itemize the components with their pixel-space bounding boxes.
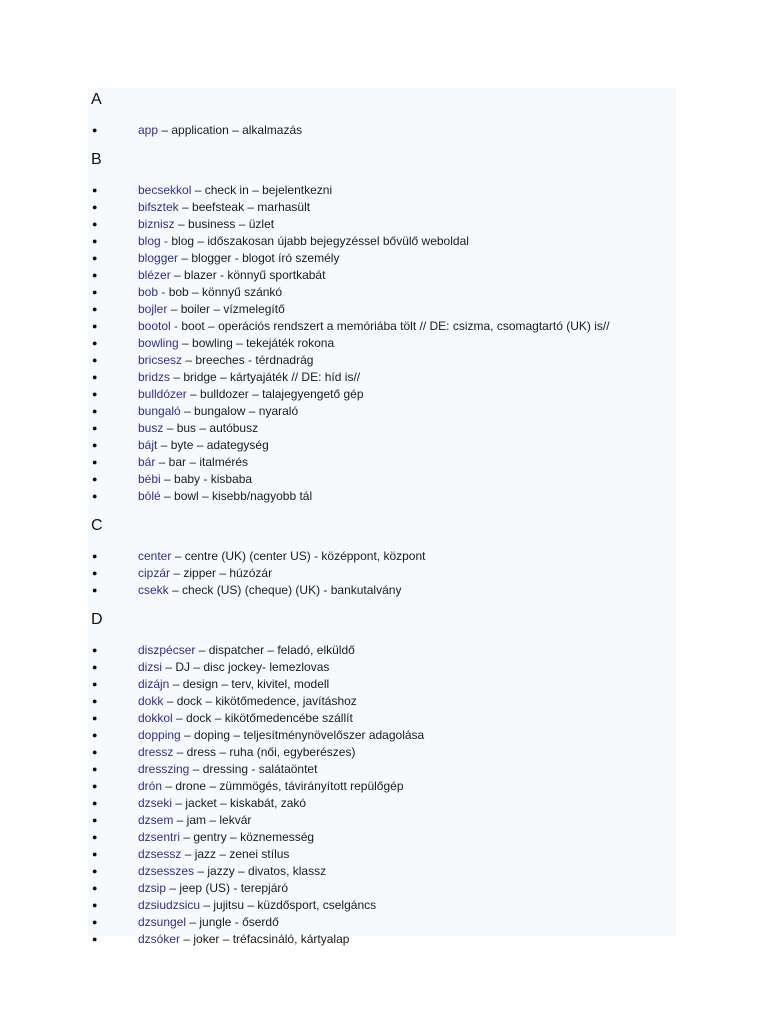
heading-spacer bbox=[88, 630, 676, 642]
entry-text bbox=[138, 420, 258, 437]
entry-term: dzsesszes bbox=[138, 864, 195, 878]
entry-term: blogger bbox=[138, 251, 179, 265]
entry-term: dokkol bbox=[138, 711, 173, 725]
list-item bbox=[88, 642, 676, 659]
entry-term: dzsessz bbox=[138, 847, 182, 861]
entry-text bbox=[138, 233, 469, 250]
entry-definition: – bar – italmérés bbox=[155, 455, 249, 469]
bullet-icon: ● bbox=[92, 389, 98, 399]
entry-text bbox=[138, 284, 282, 301]
list-item bbox=[88, 761, 676, 778]
list-item bbox=[88, 676, 676, 693]
bullet-icon: ● bbox=[92, 457, 98, 467]
section-letter-heading: D bbox=[91, 611, 103, 628]
entry-definition: – design – terv, kivitel, modell bbox=[169, 677, 330, 691]
bullet-icon: ● bbox=[92, 236, 98, 246]
bullet-icon: ● bbox=[92, 287, 98, 297]
bullet-icon: ● bbox=[92, 585, 98, 595]
bullet-icon: ● bbox=[92, 253, 98, 263]
entry-text bbox=[138, 403, 298, 420]
list-item bbox=[88, 548, 676, 565]
bullet-icon: ● bbox=[92, 730, 98, 740]
entry-definition: – blogger - blogot író személy bbox=[178, 251, 340, 265]
section-gap bbox=[88, 948, 676, 957]
entry-definition: – zipper – húzózár bbox=[170, 566, 273, 580]
entry-definition: – bulldozer – talajegyengető gép bbox=[186, 387, 364, 401]
entry-definition: – gentry – köznemesség bbox=[180, 830, 315, 844]
list-item bbox=[88, 369, 676, 386]
entry-term: dzsóker bbox=[138, 932, 181, 946]
list-item bbox=[88, 250, 676, 267]
entry-definition: – drone – zümmögés, távirányított repülőgép bbox=[162, 779, 404, 793]
entry-list bbox=[88, 642, 676, 948]
bullet-icon: ● bbox=[92, 185, 98, 195]
entry-term: dizájn bbox=[138, 677, 170, 691]
entry-text bbox=[138, 369, 360, 386]
entry-definition: – joker – tréfacsináló, kártyalap bbox=[180, 932, 350, 946]
entry-text bbox=[138, 301, 285, 318]
entry-term: bár bbox=[138, 455, 156, 469]
entry-term: bungaló bbox=[138, 404, 181, 418]
entry-term: diszpécser bbox=[138, 643, 196, 657]
bullet-icon: ● bbox=[92, 917, 98, 927]
entry-text bbox=[138, 216, 274, 233]
bullet-icon: ● bbox=[92, 747, 98, 757]
entry-text bbox=[138, 318, 610, 335]
list-item bbox=[88, 335, 676, 352]
bullet-icon: ● bbox=[92, 551, 98, 561]
entry-term: drón bbox=[138, 779, 163, 793]
entry-term: dzsip bbox=[138, 881, 167, 895]
bullet-icon: ● bbox=[92, 781, 98, 791]
entry-list bbox=[88, 122, 676, 139]
entry-term: bájt bbox=[138, 438, 158, 452]
entry-definition: – byte – adategység bbox=[157, 438, 269, 452]
list-item bbox=[88, 233, 676, 250]
list-item bbox=[88, 182, 676, 199]
list-item bbox=[88, 403, 676, 420]
section-d bbox=[88, 610, 676, 957]
entry-text bbox=[138, 931, 349, 948]
entry-text bbox=[138, 335, 334, 352]
entry-term: bólé bbox=[138, 489, 161, 503]
entry-text bbox=[138, 693, 357, 710]
list-item bbox=[88, 284, 676, 301]
entry-definition: – breeches - térdnadrág bbox=[182, 353, 314, 367]
list-item bbox=[88, 352, 676, 369]
bullet-icon: ● bbox=[92, 696, 98, 706]
bullet-icon: ● bbox=[92, 832, 98, 842]
entry-list bbox=[88, 182, 676, 505]
entry-definition: – bungalow – nyaraló bbox=[180, 404, 299, 418]
list-item bbox=[88, 267, 676, 284]
list-item bbox=[88, 471, 676, 488]
section-letter-heading: B bbox=[91, 151, 102, 168]
entry-text bbox=[138, 182, 332, 199]
heading-spacer bbox=[88, 170, 676, 182]
entry-definition: – check in – bejelentkezni bbox=[191, 183, 333, 197]
entry-text bbox=[138, 659, 329, 676]
bullet-icon: ● bbox=[92, 202, 98, 212]
list-item bbox=[88, 778, 676, 795]
entry-text bbox=[138, 548, 425, 565]
bullet-icon: ● bbox=[92, 662, 98, 672]
entry-term: bob - bbox=[138, 285, 166, 299]
entry-term: dizsi bbox=[138, 660, 163, 674]
entry-text bbox=[138, 267, 325, 284]
list-item bbox=[88, 744, 676, 761]
bullet-icon: ● bbox=[92, 764, 98, 774]
entry-term: dzseki bbox=[138, 796, 173, 810]
entry-definition: – jam – lekvár bbox=[173, 813, 252, 827]
list-item bbox=[88, 863, 676, 880]
bullet-icon: ● bbox=[92, 338, 98, 348]
entry-definition: – bowl – kisebb/nagyobb tál bbox=[160, 489, 313, 503]
bullet-icon: ● bbox=[92, 125, 98, 135]
entry-definition: – jazz – zenei stílus bbox=[181, 847, 290, 861]
section-gap bbox=[88, 139, 676, 148]
entry-definition: – jacket – kiskabát, zakó bbox=[172, 796, 307, 810]
entry-term: blog - bbox=[138, 234, 169, 248]
list-item bbox=[88, 488, 676, 505]
bullet-icon: ● bbox=[92, 491, 98, 501]
heading-spacer bbox=[88, 110, 676, 122]
bullet-icon: ● bbox=[92, 568, 98, 578]
entry-text bbox=[138, 642, 355, 659]
entry-definition: – bus – autóbusz bbox=[163, 421, 259, 435]
section-letter-heading: C bbox=[91, 517, 103, 534]
list-item bbox=[88, 829, 676, 846]
bullet-icon: ● bbox=[92, 713, 98, 723]
list-item bbox=[88, 216, 676, 233]
entry-definition: bob – könnyű szánkó bbox=[165, 285, 283, 299]
entry-text bbox=[138, 897, 376, 914]
entry-text bbox=[138, 565, 272, 582]
list-item bbox=[88, 846, 676, 863]
entry-list bbox=[88, 548, 676, 599]
entry-text bbox=[138, 250, 339, 267]
entry-term: dzsungel bbox=[138, 915, 187, 929]
bullet-icon: ● bbox=[92, 883, 98, 893]
entry-definition: – blazer - könnyű sportkabát bbox=[170, 268, 326, 282]
list-item bbox=[88, 659, 676, 676]
entry-term: dokk bbox=[138, 694, 164, 708]
list-item bbox=[88, 454, 676, 471]
entry-definition: – jeep (US) - terepjáró bbox=[166, 881, 289, 895]
list-item bbox=[88, 812, 676, 829]
entry-definition: – dispatcher – feladó, elküldő bbox=[195, 643, 355, 657]
entry-definition: – jujitsu – küzdősport, cselgáncs bbox=[200, 898, 377, 912]
list-item bbox=[88, 318, 676, 335]
list-item bbox=[88, 301, 676, 318]
bullet-icon: ● bbox=[92, 866, 98, 876]
entry-term: dopping bbox=[138, 728, 181, 742]
entry-text bbox=[138, 727, 424, 744]
entry-term: cipzár bbox=[138, 566, 171, 580]
list-item bbox=[88, 710, 676, 727]
entry-term: center bbox=[138, 549, 172, 563]
heading-spacer bbox=[88, 536, 676, 548]
bullet-icon: ● bbox=[92, 815, 98, 825]
entry-text bbox=[138, 352, 313, 369]
entry-term: bowling bbox=[138, 336, 179, 350]
bullet-icon: ● bbox=[92, 219, 98, 229]
entry-term: dresszing bbox=[138, 762, 190, 776]
bullet-icon: ● bbox=[92, 934, 98, 944]
section-c bbox=[88, 516, 676, 608]
bullet-icon: ● bbox=[92, 849, 98, 859]
section-a bbox=[88, 90, 676, 148]
bullet-icon: ● bbox=[92, 798, 98, 808]
section-b bbox=[88, 150, 676, 514]
bullet-icon: ● bbox=[92, 304, 98, 314]
list-item bbox=[88, 122, 676, 139]
entry-definition: boot – operációs rendszert a memóriába tölt // DE: csizma, csomagtartó (UK) is// bbox=[178, 319, 610, 333]
entry-text bbox=[138, 676, 329, 693]
list-item bbox=[88, 795, 676, 812]
entry-text bbox=[138, 199, 310, 216]
entry-definition: – boiler – vízmelegítő bbox=[167, 302, 285, 316]
bullet-icon: ● bbox=[92, 679, 98, 689]
bullet-icon: ● bbox=[92, 355, 98, 365]
entry-definition: – check (US) (cheque) (UK) - bankutalvány bbox=[168, 583, 402, 597]
entry-term: bulldózer bbox=[138, 387, 187, 401]
entry-term: bifsztek bbox=[138, 200, 179, 214]
entry-text bbox=[138, 488, 312, 505]
bullet-icon: ● bbox=[92, 270, 98, 280]
entry-text bbox=[138, 795, 306, 812]
bullet-icon: ● bbox=[92, 900, 98, 910]
list-item bbox=[88, 437, 676, 454]
section-gap bbox=[88, 599, 676, 608]
entry-term: becsekkol bbox=[138, 183, 192, 197]
entry-term: bridzs bbox=[138, 370, 171, 384]
list-item bbox=[88, 931, 676, 948]
bullet-icon: ● bbox=[92, 372, 98, 382]
section-letter-heading: A bbox=[91, 91, 102, 108]
entry-text bbox=[138, 386, 364, 403]
bullet-icon: ● bbox=[92, 406, 98, 416]
entry-definition: – bowling – tekejáték rokona bbox=[178, 336, 335, 350]
entry-definition: blog – időszakosan újabb bejegyzéssel bővülő weboldal bbox=[168, 234, 469, 248]
entry-definition: – dress – ruha (női, egyberészes) bbox=[173, 745, 356, 759]
entry-text bbox=[138, 829, 314, 846]
list-item bbox=[88, 582, 676, 599]
entry-text bbox=[138, 710, 353, 727]
entry-text bbox=[138, 812, 251, 829]
entry-text bbox=[138, 122, 302, 139]
entry-text bbox=[138, 454, 248, 471]
entry-text bbox=[138, 880, 288, 897]
entry-term: bootol - bbox=[138, 319, 179, 333]
entry-term: bojler bbox=[138, 302, 168, 316]
entry-definition: – dock – kikötőmedencébe szállít bbox=[172, 711, 353, 725]
entry-term: bébi bbox=[138, 472, 161, 486]
entry-definition: – jungle - őserdő bbox=[186, 915, 279, 929]
list-item bbox=[88, 693, 676, 710]
entry-term: csekk bbox=[138, 583, 169, 597]
list-item bbox=[88, 897, 676, 914]
entry-definition: – jazzy – divatos, klassz bbox=[194, 864, 327, 878]
entry-definition: – business – üzlet bbox=[174, 217, 275, 231]
entry-definition: – centre (UK) (center US) - középpont, központ bbox=[171, 549, 426, 563]
dictionary-document bbox=[88, 88, 676, 946]
entry-definition: – application – alkalmazás bbox=[158, 123, 303, 137]
list-item bbox=[88, 420, 676, 437]
entry-text bbox=[138, 846, 289, 863]
entry-text bbox=[138, 778, 404, 795]
bullet-icon: ● bbox=[92, 474, 98, 484]
list-item bbox=[88, 880, 676, 897]
entry-term: dzsiudzsicu bbox=[138, 898, 201, 912]
entry-definition: – baby - kisbaba bbox=[160, 472, 253, 486]
entry-term: biznisz bbox=[138, 217, 175, 231]
entry-term: app bbox=[138, 123, 159, 137]
bullet-icon: ● bbox=[92, 440, 98, 450]
entry-text bbox=[138, 744, 355, 761]
entry-text bbox=[138, 437, 269, 454]
list-item bbox=[88, 565, 676, 582]
bullet-icon: ● bbox=[92, 645, 98, 655]
entry-term: dzsentri bbox=[138, 830, 181, 844]
entry-text bbox=[138, 914, 279, 931]
entry-definition: – beefsteak – marhasült bbox=[178, 200, 311, 214]
entry-term: dzsem bbox=[138, 813, 174, 827]
entry-term: busz bbox=[138, 421, 164, 435]
list-item bbox=[88, 199, 676, 216]
section-gap bbox=[88, 505, 676, 514]
entry-term: dressz bbox=[138, 745, 174, 759]
entry-definition: – dressing - salátaöntet bbox=[189, 762, 318, 776]
entry-text bbox=[138, 582, 401, 599]
entry-definition: – dock – kikötőmedence, javításhoz bbox=[163, 694, 357, 708]
bullet-icon: ● bbox=[92, 321, 98, 331]
entry-text bbox=[138, 863, 326, 880]
bullet-icon: ● bbox=[92, 423, 98, 433]
entry-term: blézer bbox=[138, 268, 171, 282]
entry-term: bricsesz bbox=[138, 353, 183, 367]
list-item bbox=[88, 386, 676, 403]
list-item bbox=[88, 727, 676, 744]
entry-definition: – bridge – kártyajáték // DE: híd is// bbox=[170, 370, 361, 384]
entry-text bbox=[138, 761, 317, 778]
entry-text bbox=[138, 471, 252, 488]
entry-definition: – doping – teljesítménynövelőszer adagolása bbox=[180, 728, 425, 742]
list-item bbox=[88, 914, 676, 931]
entry-definition: – DJ – disc jockey- lemezlovas bbox=[162, 660, 330, 674]
